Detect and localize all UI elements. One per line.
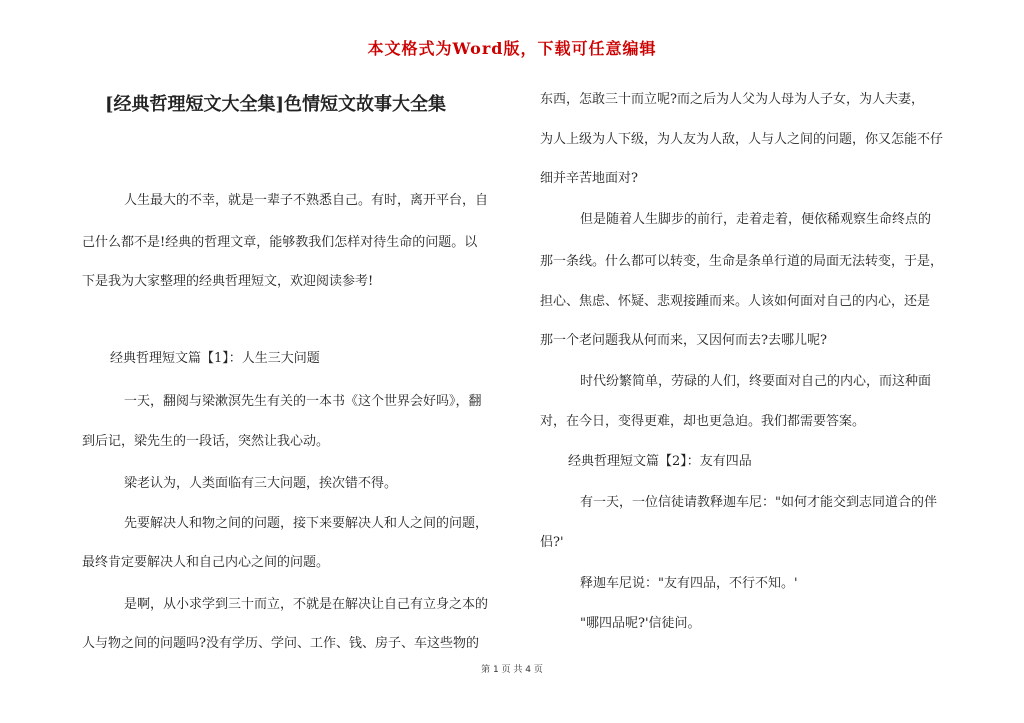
paragraph-line: 为人上级为人下级，为人友为人敌，人与人之间的问题，你又怎能不仔: [540, 132, 944, 147]
paragraph-line: 细并辛苦地面对?: [540, 171, 638, 186]
paragraph-line: 对，在今日，变得更难，却也更急迫。我们都需要答案。: [540, 414, 866, 429]
paragraph-line: 梁老认为，人类面临有三大问题，挨次错不得。: [124, 476, 398, 491]
paragraph-line: 时代纷繁简单，劳碌的人们，终要面对自己的内心，而这种面: [580, 374, 932, 389]
paragraph-line: 己什么都不是!经典的哲理文章，能够教我们怎样对待生命的问题。以: [82, 235, 478, 250]
paragraph-line: 是啊，从小求学到三十而立，不就是在解决让自己有立身之本的: [124, 597, 489, 612]
download-banner: 本文格式为Word版，下载可任意编辑: [367, 39, 657, 58]
paragraph-line: 担心、焦虑、怀疑、悲观接踵而来。人该如何面对自己的内心，还是: [540, 294, 931, 309]
paragraph-line: 一天，翻阅与梁漱溟先生有关的一本书《这个世界会好吗》，翻: [124, 394, 482, 409]
paragraph-line: 侣?': [540, 535, 564, 550]
paragraph-line: 有一天，一位信徒请教释迦车尼："如何才能交到志同道合的伴: [580, 495, 937, 510]
paragraph-line: 下是我为大家整理的经典哲理短文，欢迎阅读参考!: [82, 274, 374, 289]
paragraph-line: 那一条线。什么都可以转变，生命是条单行道的局面无法转变，于是，: [540, 254, 944, 269]
paragraph-line: "哪四品呢?'信徒问。: [580, 616, 701, 631]
document-title: [经典哲理短文大全集]色情短文故事大全集: [105, 94, 447, 115]
page-number: 第 1 页 共 4 页: [481, 665, 543, 675]
paragraph-line: 那一个老问题我从何而来，又因何而去?去哪儿呢?: [540, 333, 827, 348]
paragraph-line: 东西，怎敢三十而立呢?而之后为人父为人母为人子女，为人夫妻，: [540, 92, 924, 107]
paragraph-line: 最终肯定要解决人和自己内心之间的问题。: [82, 555, 330, 570]
paragraph-line: 先要解决人和物之间的问题，接下来要解决人和人之间的问题，: [124, 516, 489, 531]
paragraph-line: 但是随着人生脚步的前行，走着走着，便依稀观察生命终点的: [580, 212, 932, 227]
paragraph-line: 人生最大的不幸，就是一辈子不熟悉自己。有时，离开平台，自: [124, 193, 489, 208]
section-heading: 经典哲理短文篇【1】：人生三大问题: [110, 351, 320, 366]
paragraph-line: 释迦车尼说："友有四品，不行不知。': [580, 576, 798, 591]
paragraph-line: 人与物之间的问题吗?没有学历、学问、工作、钱、房子、车这些物的: [82, 636, 479, 651]
paragraph-line: 到后记，梁先生的一段话，突然让我心动。: [82, 434, 330, 449]
section-heading: 经典哲理短文篇【2】：友有四品: [568, 454, 752, 469]
